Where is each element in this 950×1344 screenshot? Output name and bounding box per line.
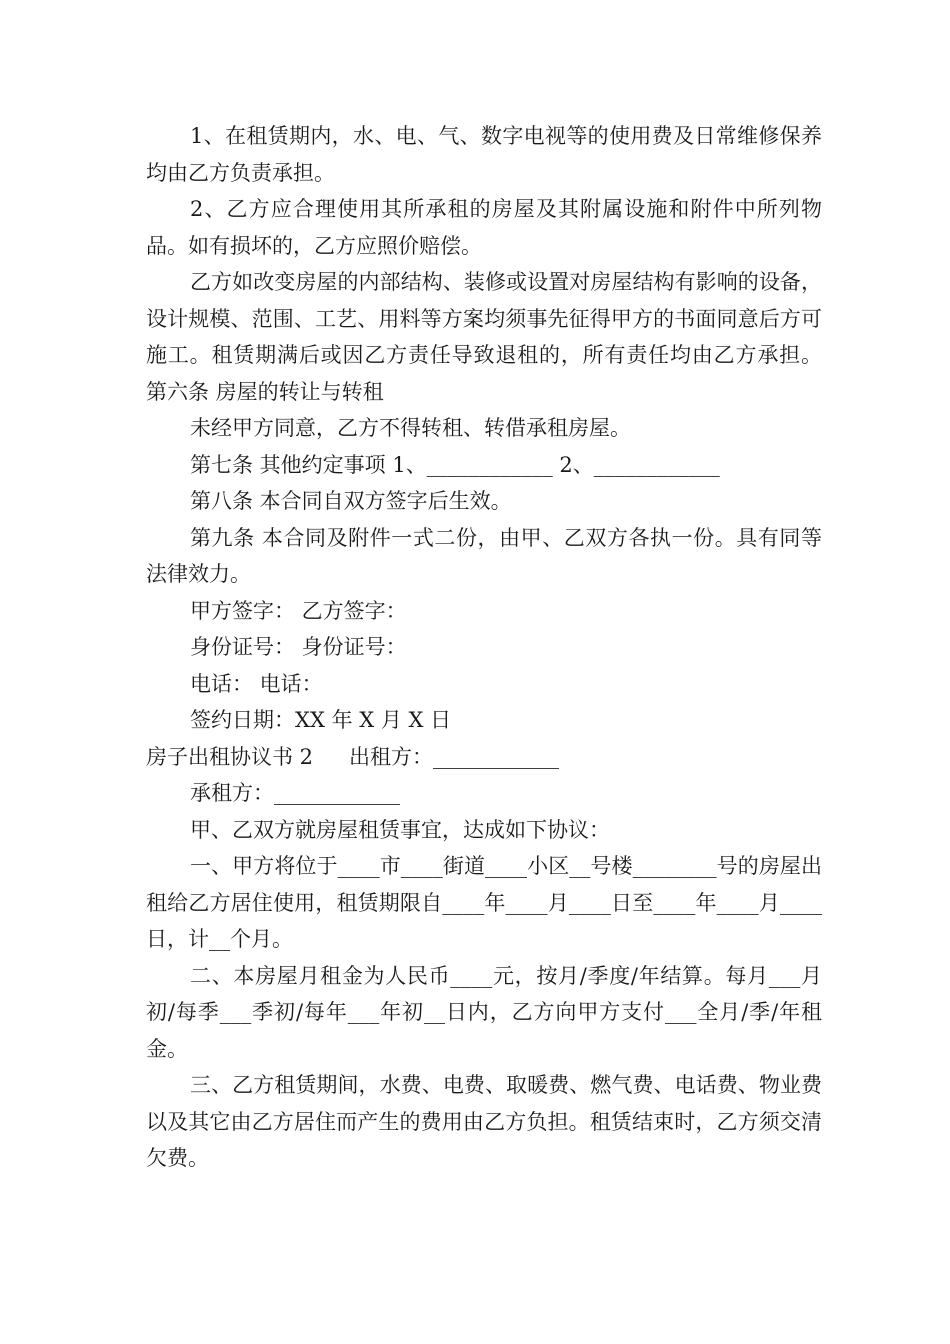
clause-two-rent: 二、本房屋月租金为人民币____元，按月/季度/年结算。每月___月初/每季___季初/每年___年初__日内，乙方向甲方支付___全月/季/年租金。 — [146, 963, 822, 1061]
signature-line: 甲方签字： 乙方签字： — [190, 598, 407, 623]
agreement-title-line — [146, 739, 822, 776]
lessee-line: 承租方：____________ — [190, 781, 400, 805]
article-nine: 第九条 本合同及附件一式二份，由甲、乙双方各执一份。具有同等法律效力。 — [146, 525, 822, 586]
clause-no-sublet: 未经甲方同意，乙方不得转租、转借承租房屋。 — [190, 416, 631, 440]
clause-structure-change: 乙方如改变房屋的内部结构、装修或设置对房屋结构有影响的设备，设计规模、范围、工艺、用料等方案均须事先征得甲方的书面同意后方可施工。租赁期满后或因乙方责任导致退租的，所有责任均由乙方承担。 第六条 房屋的转让与转租 — [146, 270, 822, 404]
clause-three-fees: 三、乙方租赁期间，水费、电费、取暖费、燃气费、电话费、物业费以及其它由乙方居住而产生的费用由乙方负担。租赁结束时，乙方须交清欠费。 — [146, 1073, 822, 1170]
article-eight: 第八条 本合同自双方签字后生效。 — [190, 489, 512, 513]
id-number-line: 身份证号： 身份证号： — [190, 635, 407, 659]
clause-one-location: 一、甲方将位于____市____街道____小区__号楼________号的房屋出租给乙方居住使用，租赁期限自____年____月____日至____年____月____日，计__个月。 — [146, 854, 822, 951]
lessor-line: 出租方：____________ — [349, 744, 560, 769]
article-seven: 第七条 其他约定事项 1、____________ 2、____________ — [190, 452, 720, 477]
clause-utilities: 1、在租赁期内，水、电、气、数字电视等的使用费及日常维修保养均由乙方负责承担。 — [146, 124, 822, 185]
phone-line: 电话： 电话： — [190, 671, 323, 696]
agreement-title: 房子出租协议书 2 — [146, 744, 314, 769]
document-page — [146, 118, 822, 1177]
clause-damage: 2、乙方应合理使用其所承租的房屋及其附属设施和附件中所列物品。如有损坏的，乙方应照价赔偿。 — [146, 197, 822, 258]
sign-date-line: 签约日期：XX 年 X 月 X 日 — [190, 708, 452, 732]
agreement-intro: 甲、乙双方就房屋租赁事宜，达成如下协议： — [190, 817, 610, 842]
